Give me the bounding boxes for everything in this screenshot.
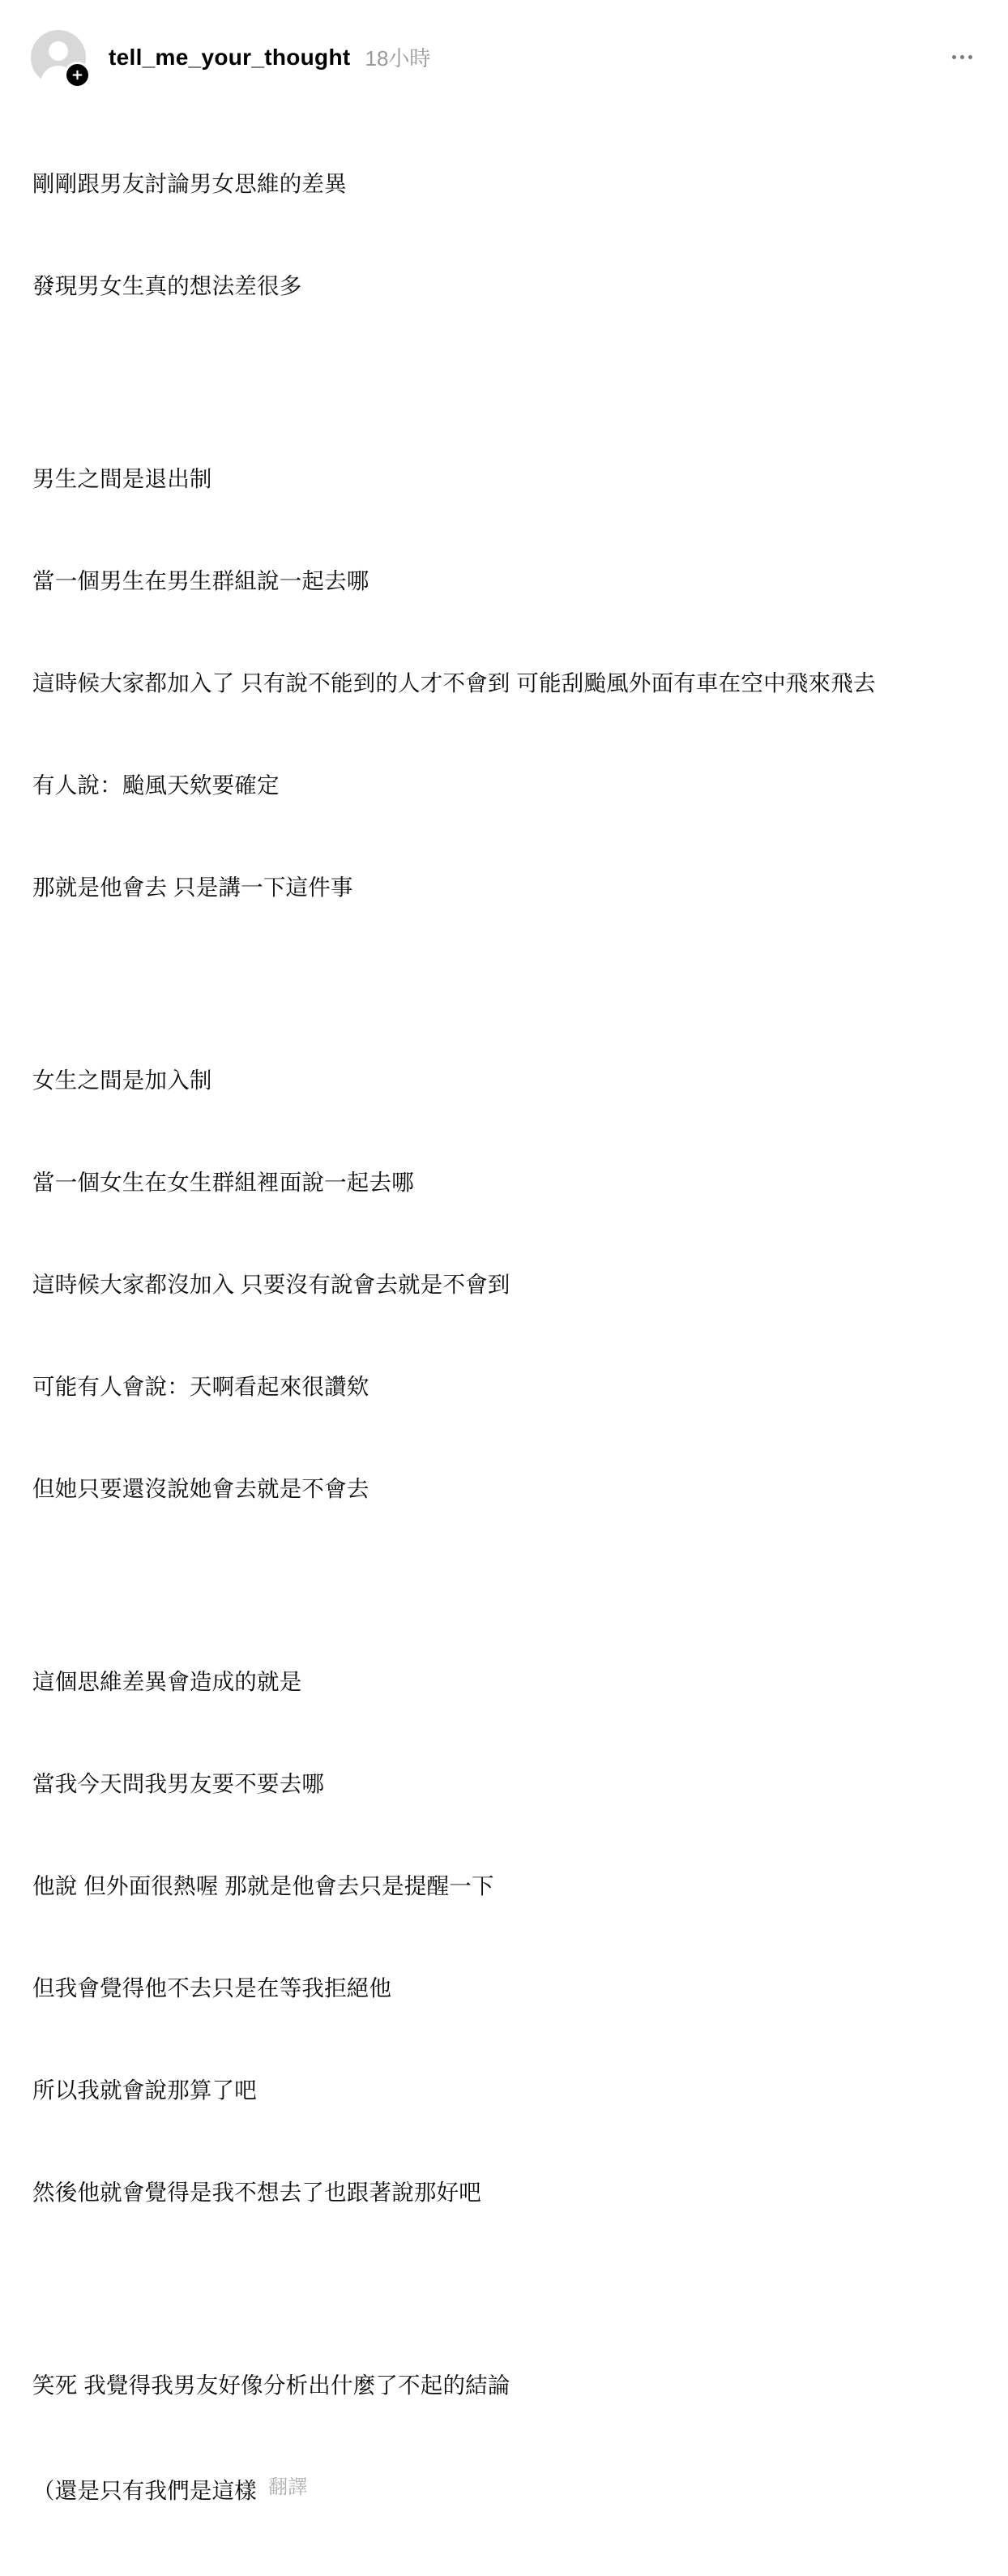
post-line: 可能有人會說：天啊看起來很讚欸 — [32, 1374, 369, 1399]
post-line: 笑死 我覺得我男友好像分析出什麼了不起的結論 — [32, 2373, 510, 2398]
post-line: 這個思維差異會造成的就是 — [32, 1669, 302, 1694]
post-line: 這時候大家都沒加入 只要沒有說會去就是不會到 — [32, 1272, 510, 1297]
post-paragraph — [32, 394, 984, 973]
author-username[interactable]: tell_me_your_thought — [109, 44, 351, 70]
post-line: 女生之間是加入制 — [32, 1068, 212, 1093]
post-line: 那就是他會去 只是講一下這件事 — [32, 875, 353, 900]
post-line: 然後他就會覺得是我不想去了也跟著說那好吧 — [32, 2180, 481, 2205]
post-line: 這時候大家都加入了 只有說不能到的人才不會到 可能刮颱風外面有車在空中飛來飛去 — [32, 670, 876, 695]
plus-icon[interactable] — [64, 62, 91, 88]
more-options-icon[interactable] — [947, 47, 977, 67]
translate-link[interactable]: 翻譯 — [268, 2476, 308, 2498]
post-line: （還是只有我們是這樣 — [32, 2478, 257, 2503]
more-dot-3 — [968, 55, 972, 59]
post-timestamp: 18小時 — [365, 46, 431, 71]
post-line: 當一個男生在男生群組說一起去哪 — [32, 568, 369, 593]
more-dot-2 — [960, 55, 964, 59]
post-line: 所以我就會說那算了吧 — [32, 2077, 257, 2103]
post-line: 當一個女生在女生群組裡面說一起去哪 — [32, 1170, 414, 1195]
post-paragraph — [32, 995, 984, 1574]
more-dot-1 — [952, 55, 956, 59]
post-line: 剛剛跟男友討論男女思維的差異 — [32, 171, 347, 196]
avatar-head-shape — [49, 41, 68, 61]
post-line: 但她只要還沒說她會去就是不會去 — [32, 1476, 369, 1501]
post-line: 他說 但外面很熱喔 那就是他會去只是提醒一下 — [32, 1873, 494, 1898]
post-line: 有人說：颱風天欸要確定 — [32, 772, 280, 798]
post-line: 當我今天問我男友要不要去哪 — [32, 1771, 325, 1796]
post-line: 但我會覺得他不去只是在等我拒絕他 — [32, 1975, 392, 2000]
post-header — [0, 0, 1008, 88]
post-paragraph — [32, 2300, 984, 2576]
avatar[interactable] — [31, 30, 86, 85]
post-line: 發現男女生真的想法差很多 — [32, 273, 302, 298]
post-body — [0, 88, 1008, 2576]
post-paragraph — [32, 99, 984, 371]
post-line: 男生之間是退出制 — [32, 466, 212, 491]
post-last-line-row — [32, 2471, 984, 2508]
post-paragraph — [32, 1597, 984, 2278]
